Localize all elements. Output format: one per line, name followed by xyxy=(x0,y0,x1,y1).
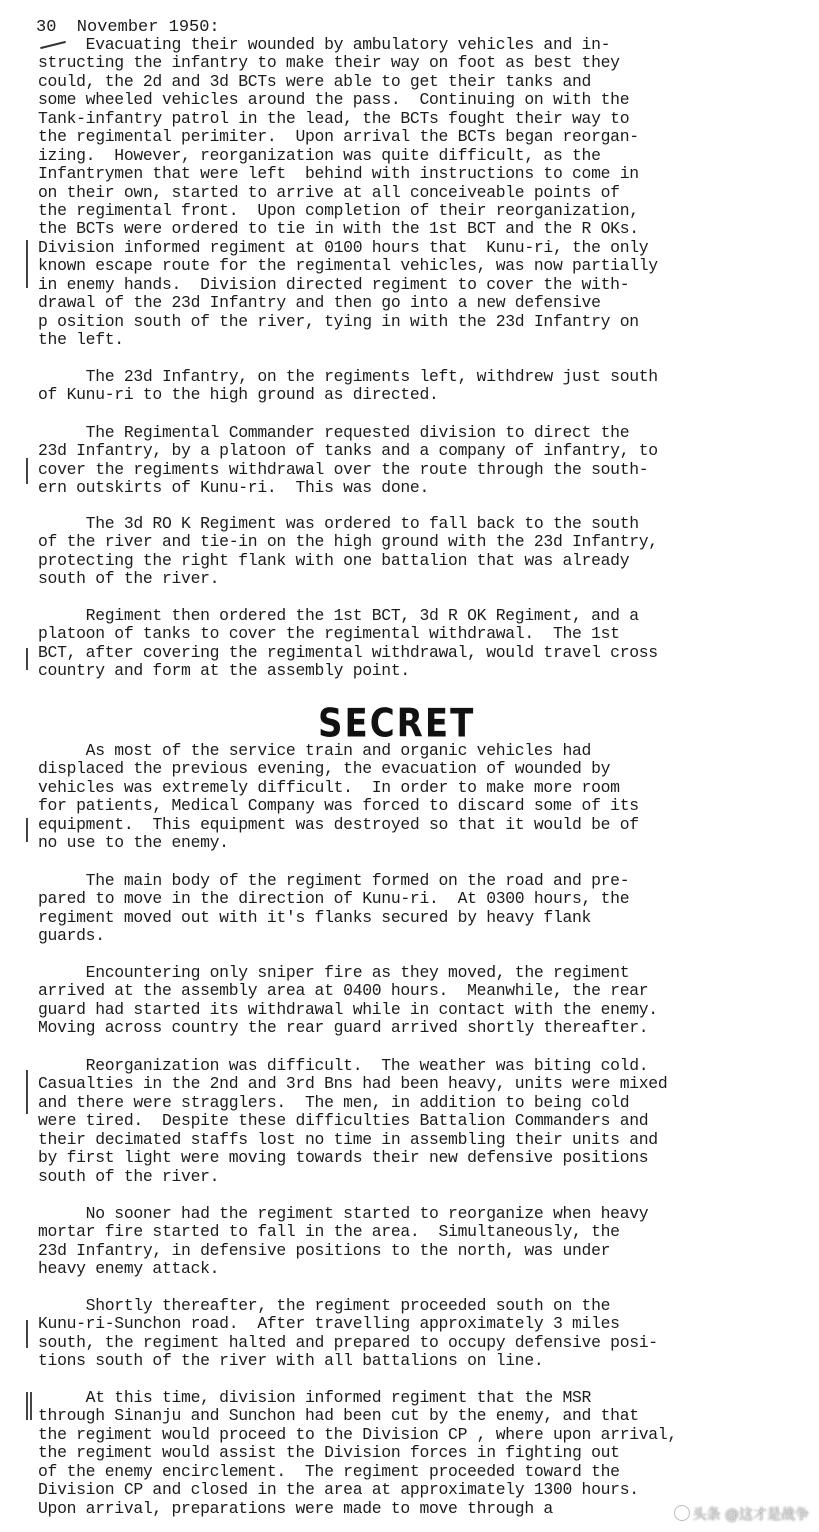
text-line: through Sinanju and Sunchon had been cut by the enemy, and that xyxy=(38,1406,639,1426)
text-line: heavy enemy attack. xyxy=(38,1259,220,1279)
text-line: Reorganization was difficult. The weather was biting cold. xyxy=(38,1056,649,1075)
text-line: Division CP and closed in the area at approximately 1300 hours. xyxy=(38,1480,639,1500)
text-line: were tired. Despite these difficulties Battalion Commanders and xyxy=(38,1111,649,1131)
paragraph-11 xyxy=(38,1297,658,1371)
paragraph-8 xyxy=(38,964,658,1038)
text-line: on their own, started to arrive at all conceiveable points of xyxy=(38,182,620,202)
paragraph-5 xyxy=(38,607,658,681)
text-line: south, the regiment halted and prepared to occupy defensive posi- xyxy=(38,1332,658,1352)
text-line: As most of the service train and organic vehicles had xyxy=(38,741,592,760)
text-line: some wheeled vehicles around the pass. Continuing on with the xyxy=(38,90,630,110)
text-line: known escape route for the regimental vehicles, was now partially xyxy=(38,256,658,276)
margin-bar xyxy=(26,648,28,670)
text-line: regiment moved out with it's flanks secured by heavy flank xyxy=(38,907,592,927)
text-line: and there were stragglers. The men, in addition to being cold xyxy=(38,1092,630,1112)
paragraph-1 xyxy=(38,36,658,349)
text-line: structing the infantry to make their way on foot as best they xyxy=(38,53,620,73)
text-line: Encountering only sniper fire as they moved, the regiment xyxy=(38,963,630,982)
paragraph-2 xyxy=(38,368,658,405)
text-line: for patients, Medical Company was forced to discard some of its xyxy=(38,796,639,816)
margin-bar xyxy=(26,818,28,842)
text-line: pared to move in the direction of Kunu-ri. At 0300 hours, the xyxy=(38,889,630,909)
text-line: Tank-infantry patrol in the lead, the BCTs fought their way to xyxy=(38,108,630,128)
camera-icon xyxy=(674,1505,690,1521)
paragraph-3 xyxy=(38,424,658,498)
text-line: The main body of the regiment formed on the road and pre- xyxy=(38,871,630,890)
text-line: the left. xyxy=(38,330,124,349)
paragraph-10 xyxy=(38,1205,648,1279)
paragraph-6 xyxy=(38,742,639,853)
text-line: country and form at the assembly point. xyxy=(38,661,410,681)
text-line: Infantrymen that were left behind with instructions to come in xyxy=(38,164,639,184)
margin-bar xyxy=(26,240,28,288)
text-line: The Regimental Commander requested division to direct the xyxy=(38,423,630,442)
text-line: Evacuating their wounded by ambulatory vehicles and in- xyxy=(38,35,611,54)
text-line: 23d Infantry, by a platoon of tanks and a company of infantry, to xyxy=(38,441,658,461)
text-line: their decimated staffs lost no time in assembling their units and xyxy=(38,1129,658,1149)
text-line: platoon of tanks to cover the regimental withdrawal. The 1st xyxy=(38,624,620,644)
paragraph-9 xyxy=(38,1057,667,1186)
text-line: protecting the right flank with one battalion that was already xyxy=(38,550,630,570)
watermark xyxy=(674,1504,809,1524)
text-line: Moving across country the rear guard arrived shortly thereafter. xyxy=(38,1018,649,1038)
text-line: 23d Infantry, in defensive positions to the north, was under xyxy=(38,1240,611,1260)
document-date: 30 November 1950: xyxy=(36,18,220,37)
text-line: equipment. This equipment was destroyed so that it would be of xyxy=(38,814,639,834)
text-line: The 23d Infantry, on the regiments left, withdrew just south xyxy=(38,367,658,386)
text-line: no use to the enemy. xyxy=(38,833,229,853)
text-line: the regiment would assist the Division forces in fighting out xyxy=(38,1443,620,1463)
text-line: mortar fire started to fall in the area. Simultaneously, the xyxy=(38,1222,620,1242)
text-line: displaced the previous evening, the evacuation of wounded by xyxy=(38,759,611,779)
text-line: Shortly thereafter, the regiment proceeded south on the xyxy=(38,1296,611,1315)
text-line: The 3d RO K Regiment was ordered to fall back to the south xyxy=(38,514,639,533)
text-line: cover the regiments withdrawal over the route through the south- xyxy=(38,459,649,479)
text-line: the regiment would proceed to the Division CP , where upon arrival, xyxy=(38,1424,677,1444)
margin-bar xyxy=(26,458,28,484)
margin-bar xyxy=(30,1392,32,1420)
text-line: the regimental perimiter. Upon arrival the BCTs began reorgan- xyxy=(38,127,639,147)
text-line: Regiment then ordered the 1st BCT, 3d R OK Regiment, and a xyxy=(38,606,639,625)
text-line: guards. xyxy=(38,926,105,946)
text-line: south of the river. xyxy=(38,569,220,589)
text-line: of the river and tie-in on the high ground with the 23d Infantry, xyxy=(38,532,658,552)
watermark-text: 头条 @这才是战争 xyxy=(692,1507,809,1523)
text-line: tions south of the river with all battalions on line. xyxy=(38,1351,544,1371)
text-line: drawal of the 23d Infantry and then go into a new defensive xyxy=(38,293,601,313)
paragraph-4 xyxy=(38,515,658,589)
text-line: Upon arrival, preparations were made to move through a xyxy=(38,1498,553,1518)
text-line: of the enemy encirclement. The regiment proceeded toward the xyxy=(38,1461,620,1481)
text-line: south of the river. xyxy=(38,1166,220,1186)
margin-bar xyxy=(26,1070,28,1114)
text-line: At this time, division informed regiment that the MSR xyxy=(38,1388,592,1407)
text-line: BCT, after covering the regimental withdrawal, would travel cross xyxy=(38,642,658,662)
text-line: Kunu-ri-Sunchon road. After travelling approximately 3 miles xyxy=(38,1314,620,1334)
text-line: the regimental front. Upon completion of their reorganization, xyxy=(38,200,639,220)
text-line: p osition south of the river, tying in with the 23d Infantry on xyxy=(38,311,639,331)
paragraph-12 xyxy=(38,1389,677,1518)
margin-bar xyxy=(26,1320,28,1348)
text-line: vehicles was extremely difficult. In order to make more room xyxy=(38,777,620,797)
text-line: ern outskirts of Kunu-ri. This was done. xyxy=(38,478,429,498)
paragraph-7 xyxy=(38,872,629,946)
text-line: the BCTs were ordered to tie in with the 1st BCT and the R OKs. xyxy=(38,219,639,239)
text-line: of Kunu-ri to the high ground as directed. xyxy=(38,385,439,405)
text-line: by first light were moving towards their new defensive positions xyxy=(38,1148,649,1168)
text-line: Casualties in the 2nd and 3rd Bns had been heavy, units were mixed xyxy=(38,1074,668,1094)
text-line: izing. However, reorganization was quite difficult, as the xyxy=(38,145,601,165)
text-line: in enemy hands. Division directed regiment to cover the with- xyxy=(38,274,630,294)
margin-bar xyxy=(26,1392,28,1420)
text-line: could, the 2d and 3d BCTs were able to get their tanks and xyxy=(38,71,592,91)
text-line: No sooner had the regiment started to reorganize when heavy xyxy=(38,1204,649,1223)
text-line: Division informed regiment at 0100 hours that Kunu-ri, the only xyxy=(38,237,649,257)
text-line: arrived at the assembly area at 0400 hours. Meanwhile, the rear xyxy=(38,981,649,1001)
text-line: guard had started its withdrawal while in contact with the enemy. xyxy=(38,999,658,1019)
secret-stamp: SECRET xyxy=(318,701,476,747)
